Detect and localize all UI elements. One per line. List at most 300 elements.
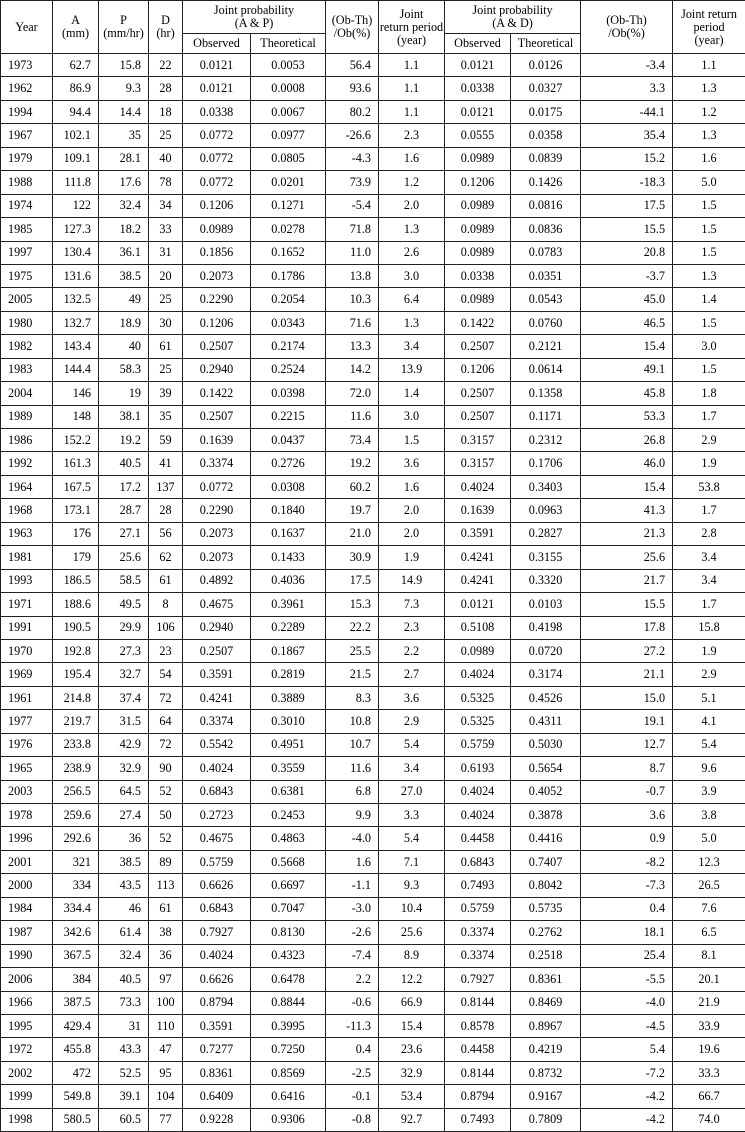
cell-obth-ap: 10.7 bbox=[326, 733, 379, 756]
cell-year: 1970 bbox=[1, 639, 53, 662]
cell-observed-ad: 0.0121 bbox=[445, 100, 511, 123]
cell-theoretical-ap: 0.7047 bbox=[251, 897, 326, 920]
cell-return-period-ap: 92.7 bbox=[379, 1108, 445, 1131]
table-row bbox=[1, 827, 745, 850]
cell-theoretical-ad: 0.0760 bbox=[511, 311, 581, 334]
cell-a: 161.3 bbox=[53, 452, 99, 475]
cell-observed-ad: 0.0338 bbox=[445, 77, 511, 100]
cell-a: 214.8 bbox=[53, 686, 99, 709]
cell-theoretical-ap: 0.4951 bbox=[251, 733, 326, 756]
cell-observed-ad: 0.4241 bbox=[445, 546, 511, 569]
cell-a: 86.9 bbox=[53, 77, 99, 100]
cell-return-period-ap: 12.2 bbox=[379, 968, 445, 991]
cell-a: 429.4 bbox=[53, 1014, 99, 1037]
cell-a: 580.5 bbox=[53, 1108, 99, 1131]
cell-observed-ap: 0.4675 bbox=[183, 827, 251, 850]
cell-observed-ap: 0.0121 bbox=[183, 77, 251, 100]
cell-obth-ad: 0.9 bbox=[581, 827, 673, 850]
cell-p: 31 bbox=[99, 1014, 149, 1037]
cell-p: 73.3 bbox=[99, 991, 149, 1014]
cell-observed-ap: 0.2507 bbox=[183, 405, 251, 428]
cell-observed-ad: 0.1422 bbox=[445, 311, 511, 334]
cell-year: 2002 bbox=[1, 1061, 53, 1084]
cell-obth-ap: 71.6 bbox=[326, 311, 379, 334]
table-row bbox=[1, 944, 745, 967]
cell-obth-ap: -1.1 bbox=[326, 874, 379, 897]
cell-a: 188.6 bbox=[53, 593, 99, 616]
cell-observed-ad: 0.5108 bbox=[445, 616, 511, 639]
cell-observed-ad: 0.3157 bbox=[445, 429, 511, 452]
cell-obth-ad: -7.2 bbox=[581, 1061, 673, 1084]
table-row bbox=[1, 405, 745, 428]
cell-return-period-ap: 1.1 bbox=[379, 54, 445, 77]
cell-p: 39.1 bbox=[99, 1085, 149, 1108]
header-return-period-ap: Joint return period (year) bbox=[379, 1, 445, 54]
cell-year: 1998 bbox=[1, 1108, 53, 1131]
cell-d: 90 bbox=[149, 757, 183, 780]
cell-a: 256.5 bbox=[53, 780, 99, 803]
cell-observed-ad: 0.8578 bbox=[445, 1014, 511, 1037]
cell-year: 1972 bbox=[1, 1038, 53, 1061]
cell-a: 259.6 bbox=[53, 804, 99, 827]
cell-d: 72 bbox=[149, 686, 183, 709]
cell-observed-ap: 0.0772 bbox=[183, 124, 251, 147]
cell-d: 47 bbox=[149, 1038, 183, 1061]
cell-d: 25 bbox=[149, 124, 183, 147]
table-row bbox=[1, 968, 745, 991]
cell-observed-ad: 0.7493 bbox=[445, 874, 511, 897]
cell-obth-ad: 3.3 bbox=[581, 77, 673, 100]
cell-return-period-ad: 1.7 bbox=[673, 593, 745, 616]
cell-d: 33 bbox=[149, 218, 183, 241]
cell-obth-ad: 15.5 bbox=[581, 218, 673, 241]
cell-p: 32.7 bbox=[99, 663, 149, 686]
cell-year: 2005 bbox=[1, 288, 53, 311]
cell-d: 77 bbox=[149, 1108, 183, 1131]
table-row bbox=[1, 241, 745, 264]
cell-a: 167.5 bbox=[53, 475, 99, 498]
cell-obth-ap: 21.5 bbox=[326, 663, 379, 686]
cell-p: 43.3 bbox=[99, 1038, 149, 1061]
cell-theoretical-ad: 0.0783 bbox=[511, 241, 581, 264]
cell-d: 36 bbox=[149, 944, 183, 967]
cell-a: 127.3 bbox=[53, 218, 99, 241]
cell-theoretical-ap: 0.0805 bbox=[251, 147, 326, 170]
cell-return-period-ap: 1.5 bbox=[379, 429, 445, 452]
cell-return-period-ad: 1.7 bbox=[673, 405, 745, 428]
cell-obth-ap: 71.8 bbox=[326, 218, 379, 241]
cell-return-period-ad: 1.9 bbox=[673, 639, 745, 662]
table-row bbox=[1, 171, 745, 194]
cell-year: 1996 bbox=[1, 827, 53, 850]
cell-return-period-ap: 15.4 bbox=[379, 1014, 445, 1037]
cell-return-period-ap: 32.9 bbox=[379, 1061, 445, 1084]
cell-theoretical-ap: 0.4323 bbox=[251, 944, 326, 967]
cell-theoretical-ad: 0.3878 bbox=[511, 804, 581, 827]
cell-d: 113 bbox=[149, 874, 183, 897]
cell-a: 334.4 bbox=[53, 897, 99, 920]
cell-return-period-ad: 1.5 bbox=[673, 194, 745, 217]
cell-obth-ad: 19.1 bbox=[581, 710, 673, 733]
cell-observed-ap: 0.2290 bbox=[183, 499, 251, 522]
table-row bbox=[1, 499, 745, 522]
cell-year: 1993 bbox=[1, 569, 53, 592]
cell-p: 49.5 bbox=[99, 593, 149, 616]
cell-observed-ad: 0.3157 bbox=[445, 452, 511, 475]
cell-obth-ad: 27.2 bbox=[581, 639, 673, 662]
cell-observed-ad: 0.0989 bbox=[445, 639, 511, 662]
cell-obth-ap: -26.6 bbox=[326, 124, 379, 147]
cell-observed-ap: 0.2073 bbox=[183, 264, 251, 287]
cell-p: 27.1 bbox=[99, 522, 149, 545]
table-row bbox=[1, 850, 745, 873]
cell-theoretical-ad: 0.7407 bbox=[511, 850, 581, 873]
cell-d: 22 bbox=[149, 54, 183, 77]
table-row bbox=[1, 311, 745, 334]
cell-theoretical-ad: 0.4311 bbox=[511, 710, 581, 733]
cell-obth-ap: 80.2 bbox=[326, 100, 379, 123]
cell-observed-ad: 0.0121 bbox=[445, 54, 511, 77]
cell-observed-ad: 0.3374 bbox=[445, 921, 511, 944]
cell-return-period-ad: 20.1 bbox=[673, 968, 745, 991]
cell-a: 146 bbox=[53, 382, 99, 405]
cell-year: 2006 bbox=[1, 968, 53, 991]
cell-return-period-ad: 5.0 bbox=[673, 827, 745, 850]
cell-d: 78 bbox=[149, 171, 183, 194]
cell-year: 1991 bbox=[1, 616, 53, 639]
cell-p: 28.1 bbox=[99, 147, 149, 170]
cell-obth-ap: 72.0 bbox=[326, 382, 379, 405]
cell-p: 17.6 bbox=[99, 171, 149, 194]
cell-p: 19 bbox=[99, 382, 149, 405]
cell-d: 34 bbox=[149, 194, 183, 217]
cell-a: 387.5 bbox=[53, 991, 99, 1014]
cell-d: 50 bbox=[149, 804, 183, 827]
cell-year: 1982 bbox=[1, 335, 53, 358]
cell-return-period-ad: 12.3 bbox=[673, 850, 745, 873]
cell-obth-ad: 20.8 bbox=[581, 241, 673, 264]
cell-obth-ap: -2.6 bbox=[326, 921, 379, 944]
table-row bbox=[1, 1108, 745, 1131]
cell-return-period-ad: 1.5 bbox=[673, 311, 745, 334]
cell-d: 59 bbox=[149, 429, 183, 452]
cell-obth-ad: 18.1 bbox=[581, 921, 673, 944]
cell-theoretical-ap: 0.6416 bbox=[251, 1085, 326, 1108]
cell-obth-ad: 8.7 bbox=[581, 757, 673, 780]
cell-return-period-ad: 1.8 bbox=[673, 382, 745, 405]
cell-obth-ap: 11.6 bbox=[326, 405, 379, 428]
cell-theoretical-ad: 0.0614 bbox=[511, 358, 581, 381]
cell-a: 111.8 bbox=[53, 171, 99, 194]
cell-year: 1999 bbox=[1, 1085, 53, 1108]
cell-obth-ap: 93.6 bbox=[326, 77, 379, 100]
table-row bbox=[1, 147, 745, 170]
cell-return-period-ad: 1.5 bbox=[673, 358, 745, 381]
cell-theoretical-ad: 0.4198 bbox=[511, 616, 581, 639]
cell-observed-ad: 0.1639 bbox=[445, 499, 511, 522]
cell-theoretical-ap: 0.0053 bbox=[251, 54, 326, 77]
cell-a: 342.6 bbox=[53, 921, 99, 944]
cell-theoretical-ad: 0.0720 bbox=[511, 639, 581, 662]
cell-year: 2003 bbox=[1, 780, 53, 803]
cell-a: 130.4 bbox=[53, 241, 99, 264]
cell-observed-ad: 0.0989 bbox=[445, 147, 511, 170]
cell-a: 384 bbox=[53, 968, 99, 991]
cell-a: 148 bbox=[53, 405, 99, 428]
cell-a: 195.4 bbox=[53, 663, 99, 686]
cell-return-period-ap: 1.6 bbox=[379, 147, 445, 170]
cell-theoretical-ad: 0.0126 bbox=[511, 54, 581, 77]
cell-obth-ap: 21.0 bbox=[326, 522, 379, 545]
cell-d: 104 bbox=[149, 1085, 183, 1108]
cell-obth-ap: 6.8 bbox=[326, 780, 379, 803]
cell-a: 549.8 bbox=[53, 1085, 99, 1108]
cell-p: 37.4 bbox=[99, 686, 149, 709]
cell-return-period-ap: 3.6 bbox=[379, 452, 445, 475]
cell-return-period-ap: 1.1 bbox=[379, 100, 445, 123]
cell-observed-ad: 0.7493 bbox=[445, 1108, 511, 1131]
cell-obth-ad: 21.7 bbox=[581, 569, 673, 592]
cell-d: 95 bbox=[149, 1061, 183, 1084]
cell-obth-ad: 53.3 bbox=[581, 405, 673, 428]
cell-return-period-ap: 7.3 bbox=[379, 593, 445, 616]
cell-theoretical-ap: 0.2819 bbox=[251, 663, 326, 686]
cell-observed-ap: 0.9228 bbox=[183, 1108, 251, 1131]
table-row bbox=[1, 639, 745, 662]
cell-return-period-ap: 8.9 bbox=[379, 944, 445, 967]
table-row bbox=[1, 452, 745, 475]
cell-observed-ad: 0.8144 bbox=[445, 1061, 511, 1084]
cell-year: 1990 bbox=[1, 944, 53, 967]
cell-theoretical-ad: 0.3320 bbox=[511, 569, 581, 592]
cell-theoretical-ap: 0.0398 bbox=[251, 382, 326, 405]
cell-p: 25.6 bbox=[99, 546, 149, 569]
cell-return-period-ad: 19.6 bbox=[673, 1038, 745, 1061]
cell-return-period-ad: 3.4 bbox=[673, 569, 745, 592]
table-row bbox=[1, 1061, 745, 1084]
cell-p: 64.5 bbox=[99, 780, 149, 803]
cell-d: 18 bbox=[149, 100, 183, 123]
cell-return-period-ad: 53.8 bbox=[673, 475, 745, 498]
cell-obth-ad: -3.7 bbox=[581, 264, 673, 287]
cell-a: 102.1 bbox=[53, 124, 99, 147]
cell-observed-ap: 0.4675 bbox=[183, 593, 251, 616]
cell-d: 97 bbox=[149, 968, 183, 991]
header-p: P (mm/hr) bbox=[99, 1, 149, 54]
cell-obth-ad: 17.8 bbox=[581, 616, 673, 639]
cell-obth-ad: -8.2 bbox=[581, 850, 673, 873]
cell-obth-ad: 15.4 bbox=[581, 335, 673, 358]
cell-a: 173.1 bbox=[53, 499, 99, 522]
cell-return-period-ad: 2.9 bbox=[673, 663, 745, 686]
cell-obth-ap: -3.0 bbox=[326, 897, 379, 920]
header-obth-ad: (Ob-Th) /Ob(%) bbox=[581, 1, 673, 54]
cell-theoretical-ad: 0.1706 bbox=[511, 452, 581, 475]
cell-obth-ad: 49.1 bbox=[581, 358, 673, 381]
cell-observed-ad: 0.0989 bbox=[445, 218, 511, 241]
cell-obth-ap: 14.2 bbox=[326, 358, 379, 381]
cell-obth-ap: 10.8 bbox=[326, 710, 379, 733]
cell-p: 36.1 bbox=[99, 241, 149, 264]
cell-p: 18.2 bbox=[99, 218, 149, 241]
cell-return-period-ap: 14.9 bbox=[379, 569, 445, 592]
cell-observed-ap: 0.1206 bbox=[183, 194, 251, 217]
cell-d: 72 bbox=[149, 733, 183, 756]
cell-obth-ad: -4.2 bbox=[581, 1085, 673, 1108]
table-row bbox=[1, 663, 745, 686]
cell-theoretical-ap: 0.2524 bbox=[251, 358, 326, 381]
table-row bbox=[1, 429, 745, 452]
cell-return-period-ad: 9.6 bbox=[673, 757, 745, 780]
cell-return-period-ad: 1.7 bbox=[673, 499, 745, 522]
cell-observed-ap: 0.7277 bbox=[183, 1038, 251, 1061]
cell-year: 1967 bbox=[1, 124, 53, 147]
cell-d: 62 bbox=[149, 546, 183, 569]
cell-obth-ap: 8.3 bbox=[326, 686, 379, 709]
cell-year: 1976 bbox=[1, 733, 53, 756]
cell-year: 1987 bbox=[1, 921, 53, 944]
cell-year: 1995 bbox=[1, 1014, 53, 1037]
cell-p: 40.5 bbox=[99, 968, 149, 991]
cell-observed-ad: 0.8794 bbox=[445, 1085, 511, 1108]
cell-obth-ap: 9.9 bbox=[326, 804, 379, 827]
cell-theoretical-ap: 0.0977 bbox=[251, 124, 326, 147]
cell-p: 52.5 bbox=[99, 1061, 149, 1084]
cell-obth-ap: -11.3 bbox=[326, 1014, 379, 1037]
cell-d: 8 bbox=[149, 593, 183, 616]
cell-theoretical-ad: 0.2312 bbox=[511, 429, 581, 452]
header-year: Year bbox=[1, 1, 53, 54]
cell-year: 1983 bbox=[1, 358, 53, 381]
cell-obth-ad: 21.3 bbox=[581, 522, 673, 545]
cell-year: 1986 bbox=[1, 429, 53, 452]
cell-return-period-ap: 66.9 bbox=[379, 991, 445, 1014]
cell-theoretical-ap: 0.1433 bbox=[251, 546, 326, 569]
cell-p: 32.4 bbox=[99, 944, 149, 967]
cell-return-period-ad: 3.0 bbox=[673, 335, 745, 358]
cell-obth-ap: -0.8 bbox=[326, 1108, 379, 1131]
header-obth-ap: (Ob-Th) /Ob(%) bbox=[326, 1, 379, 54]
cell-observed-ad: 0.2507 bbox=[445, 335, 511, 358]
cell-a: 144.4 bbox=[53, 358, 99, 381]
cell-obth-ad: 26.8 bbox=[581, 429, 673, 452]
header-theoretical-ap: Theoretical bbox=[251, 34, 326, 54]
cell-obth-ad: 15.0 bbox=[581, 686, 673, 709]
cell-year: 1994 bbox=[1, 100, 53, 123]
cell-p: 40 bbox=[99, 335, 149, 358]
cell-theoretical-ap: 0.2726 bbox=[251, 452, 326, 475]
cell-a: 472 bbox=[53, 1061, 99, 1084]
table-row bbox=[1, 804, 745, 827]
cell-observed-ap: 0.3374 bbox=[183, 452, 251, 475]
cell-observed-ap: 0.6626 bbox=[183, 968, 251, 991]
cell-observed-ad: 0.5325 bbox=[445, 686, 511, 709]
cell-p: 19.2 bbox=[99, 429, 149, 452]
cell-obth-ad: 5.4 bbox=[581, 1038, 673, 1061]
cell-theoretical-ad: 0.4416 bbox=[511, 827, 581, 850]
cell-return-period-ad: 1.3 bbox=[673, 264, 745, 287]
cell-theoretical-ap: 0.4863 bbox=[251, 827, 326, 850]
cell-theoretical-ap: 0.2054 bbox=[251, 288, 326, 311]
cell-observed-ad: 0.1206 bbox=[445, 171, 511, 194]
header-joint-probability-ad: Joint probability (A & D) bbox=[445, 1, 581, 34]
cell-observed-ad: 0.2507 bbox=[445, 405, 511, 428]
cell-d: 52 bbox=[149, 827, 183, 850]
cell-theoretical-ad: 0.2518 bbox=[511, 944, 581, 967]
cell-p: 15.8 bbox=[99, 54, 149, 77]
cell-theoretical-ad: 0.0543 bbox=[511, 288, 581, 311]
cell-theoretical-ad: 0.2762 bbox=[511, 921, 581, 944]
cell-obth-ap: 19.7 bbox=[326, 499, 379, 522]
cell-d: 100 bbox=[149, 991, 183, 1014]
cell-return-period-ap: 3.4 bbox=[379, 335, 445, 358]
cell-obth-ap: 25.5 bbox=[326, 639, 379, 662]
cell-observed-ap: 0.7927 bbox=[183, 921, 251, 944]
table-row bbox=[1, 921, 745, 944]
cell-obth-ap: 56.4 bbox=[326, 54, 379, 77]
cell-observed-ad: 0.4024 bbox=[445, 780, 511, 803]
cell-observed-ap: 0.3591 bbox=[183, 663, 251, 686]
cell-theoretical-ap: 0.9306 bbox=[251, 1108, 326, 1131]
cell-return-period-ad: 6.5 bbox=[673, 921, 745, 944]
cell-return-period-ap: 3.3 bbox=[379, 804, 445, 827]
cell-theoretical-ap: 0.0437 bbox=[251, 429, 326, 452]
cell-return-period-ad: 15.8 bbox=[673, 616, 745, 639]
cell-obth-ap: -0.6 bbox=[326, 991, 379, 1014]
cell-theoretical-ap: 0.0278 bbox=[251, 218, 326, 241]
cell-theoretical-ap: 0.0308 bbox=[251, 475, 326, 498]
cell-a: 152.2 bbox=[53, 429, 99, 452]
table-row bbox=[1, 335, 745, 358]
cell-obth-ap: 73.9 bbox=[326, 171, 379, 194]
cell-theoretical-ad: 0.2121 bbox=[511, 335, 581, 358]
cell-obth-ap: 10.3 bbox=[326, 288, 379, 311]
cell-obth-ap: -7.4 bbox=[326, 944, 379, 967]
cell-theoretical-ap: 0.1840 bbox=[251, 499, 326, 522]
cell-year: 1977 bbox=[1, 710, 53, 733]
cell-observed-ap: 0.1856 bbox=[183, 241, 251, 264]
cell-observed-ap: 0.1206 bbox=[183, 311, 251, 334]
cell-theoretical-ap: 0.2453 bbox=[251, 804, 326, 827]
cell-year: 2004 bbox=[1, 382, 53, 405]
cell-return-period-ad: 1.3 bbox=[673, 77, 745, 100]
cell-return-period-ad: 5.1 bbox=[673, 686, 745, 709]
cell-theoretical-ad: 0.1426 bbox=[511, 171, 581, 194]
cell-a: 62.7 bbox=[53, 54, 99, 77]
cell-year: 1992 bbox=[1, 452, 53, 475]
cell-return-period-ap: 1.9 bbox=[379, 546, 445, 569]
cell-observed-ad: 0.0121 bbox=[445, 593, 511, 616]
cell-observed-ap: 0.2940 bbox=[183, 616, 251, 639]
cell-observed-ap: 0.8361 bbox=[183, 1061, 251, 1084]
table-row bbox=[1, 382, 745, 405]
cell-d: 41 bbox=[149, 452, 183, 475]
cell-a: 219.7 bbox=[53, 710, 99, 733]
cell-d: 54 bbox=[149, 663, 183, 686]
cell-observed-ap: 0.1422 bbox=[183, 382, 251, 405]
cell-p: 27.4 bbox=[99, 804, 149, 827]
cell-observed-ad: 0.2507 bbox=[445, 382, 511, 405]
cell-return-period-ap: 5.4 bbox=[379, 827, 445, 850]
cell-theoretical-ad: 0.3403 bbox=[511, 475, 581, 498]
table-row bbox=[1, 686, 745, 709]
cell-observed-ad: 0.4024 bbox=[445, 804, 511, 827]
cell-d: 39 bbox=[149, 382, 183, 405]
cell-observed-ap: 0.2290 bbox=[183, 288, 251, 311]
cell-return-period-ad: 74.0 bbox=[673, 1108, 745, 1131]
cell-obth-ap: 11.6 bbox=[326, 757, 379, 780]
cell-observed-ad: 0.0338 bbox=[445, 264, 511, 287]
